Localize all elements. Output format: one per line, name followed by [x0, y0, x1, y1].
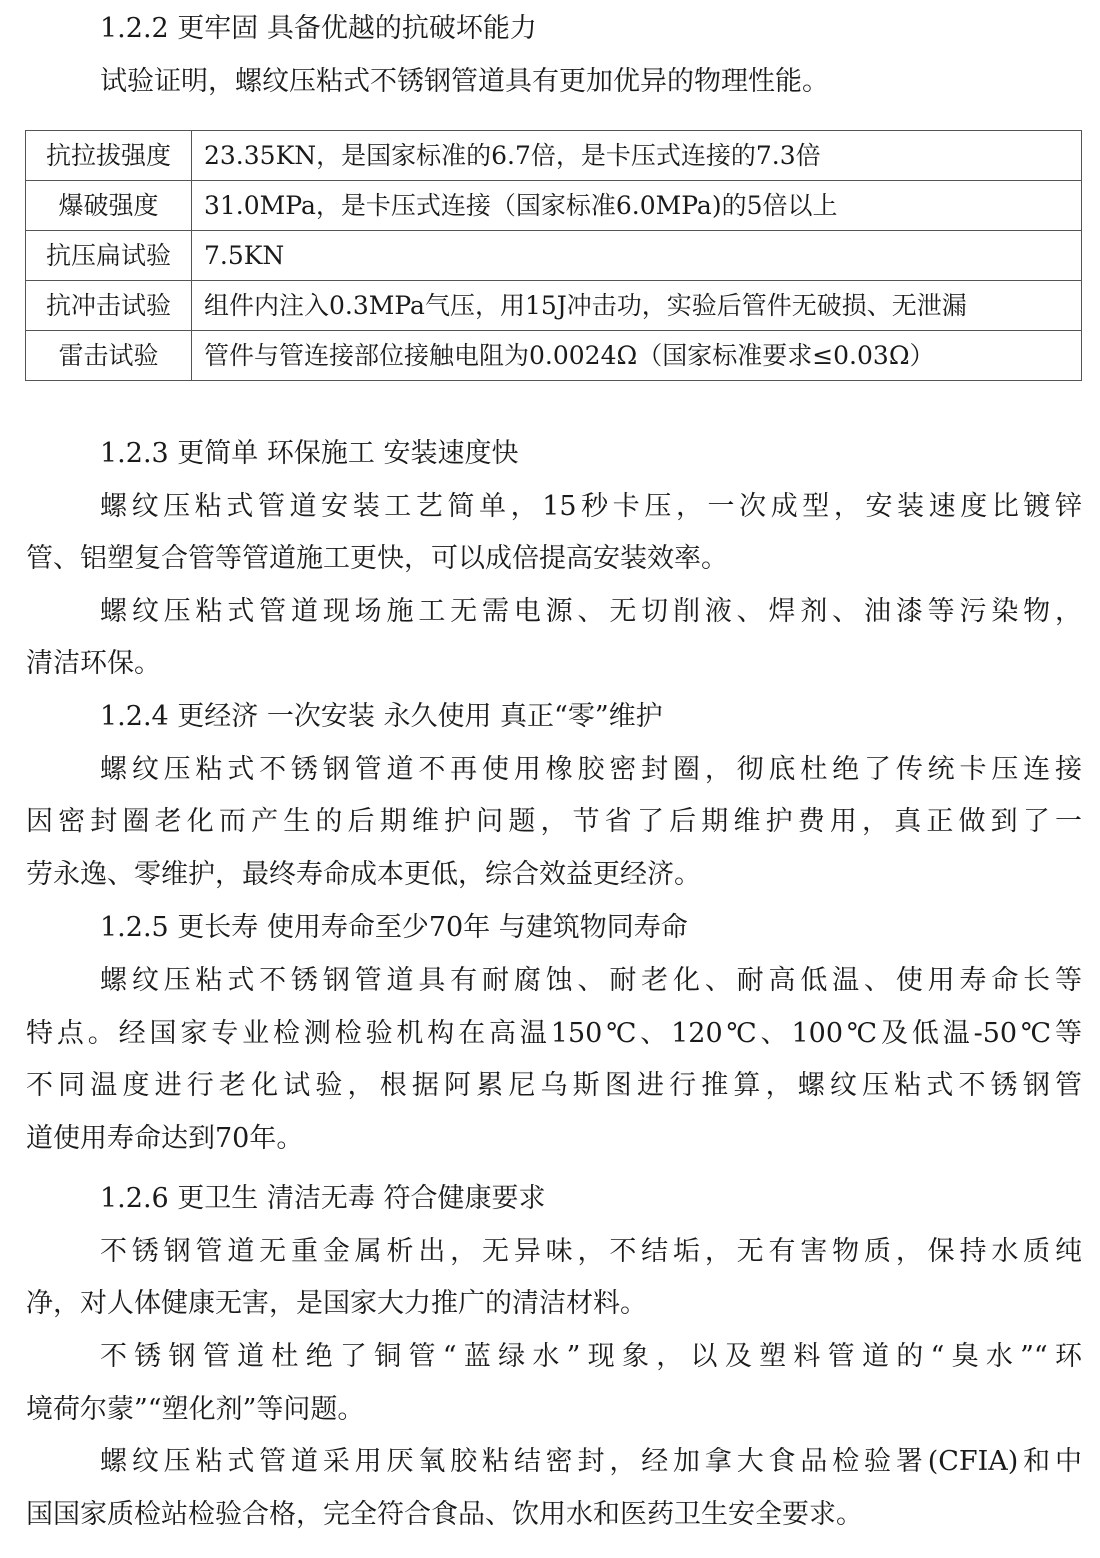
- paragraph-line: 国国家质检站检验合格，完全符合食品、饮用水和医药卫生安全要求。: [26, 1499, 863, 1530]
- table-cell-value: 31.0MPa，是卡压式连接（国家标准6.0MPa)的5倍以上: [192, 181, 1082, 231]
- paragraph-line: 螺纹压粘式不锈钢管道具有耐腐蚀、耐老化、耐高低温、使用寿命长等: [100, 965, 1082, 996]
- table-row: [26, 181, 1082, 231]
- paragraph-line: 不锈钢管道无重金属析出，无异味，不结垢，无有害物质，保持水质纯: [100, 1236, 1082, 1267]
- paragraph-line: 螺纹压粘式不锈钢管道不再使用橡胶密封圈，彻底杜绝了传统卡压连接: [100, 754, 1082, 785]
- paragraph-line: 因密封圈老化而产生的后期维护问题，节省了后期维护费用，真正做到了一: [26, 806, 1082, 837]
- paragraph-line: 螺纹压粘式管道采用厌氧胶粘结密封，经加拿大食品检验署(CFIA)和中: [100, 1446, 1082, 1477]
- table-cell-item: 抗冲击试验: [26, 281, 192, 331]
- paragraph-line: 道使用寿命达到70年。: [26, 1123, 304, 1154]
- table-row: [26, 331, 1082, 381]
- paragraph-line: 劳永逸、零维护，最终寿命成本更低，综合效益更经济。: [26, 859, 701, 890]
- paragraph-line: 境荷尔蒙”“塑化剂”等问题。: [26, 1394, 365, 1425]
- table-cell-value: 7.5KN: [192, 231, 1082, 281]
- table-cell-item: 抗压扁试验: [26, 231, 192, 281]
- table-cell-item: 爆破强度: [26, 181, 192, 231]
- paragraph-line: 净，对人体健康无害，是国家大力推广的清洁材料。: [26, 1288, 647, 1319]
- performance-spec-table: [25, 130, 1082, 381]
- section-heading-1-2-3: 1.2.3 更简单 环保施工 安装速度快: [100, 438, 519, 469]
- paragraph-line: 螺纹压粘式管道现场施工无需电源、无切削液、焊剂、油漆等污染物，: [100, 596, 1082, 627]
- section-intro-1-2-2: 试验证明，螺纹压粘式不锈钢管道具有更加优异的物理性能。: [100, 66, 829, 97]
- table-cell-item: 雷击试验: [26, 331, 192, 381]
- table-cell-value: 23.35KN，是国家标准的6.7倍，是卡压式连接的7.3倍: [192, 131, 1082, 181]
- table-row: [26, 281, 1082, 331]
- paragraph-line: 清洁环保。: [26, 648, 161, 679]
- section-heading-1-2-5: 1.2.5 更长寿 使用寿命至少70年 与建筑物同寿命: [100, 912, 688, 943]
- table-cell-item: 抗拉拔强度: [26, 131, 192, 181]
- paragraph-line: 特点。经国家专业检测检验机构在高温150℃、120℃、100℃及低温-50℃等: [26, 1018, 1082, 1049]
- section-heading-1-2-6: 1.2.6 更卫生 清洁无毒 符合健康要求: [100, 1183, 546, 1214]
- table-row: [26, 231, 1082, 281]
- table-cell-value: 管件与管连接部位接触电阻为0.0024Ω（国家标准要求≤0.03Ω）: [192, 331, 1082, 381]
- paragraph-line: 不同温度进行老化试验，根据阿累尼乌斯图进行推算，螺纹压粘式不锈钢管: [26, 1070, 1082, 1101]
- table-cell-value: 组件内注入0.3MPa气压，用15J冲击功，实验后管件无破损、无泄漏: [192, 281, 1082, 331]
- paragraph-line: 管、铝塑复合管等管道施工更快，可以成倍提高安装效率。: [26, 543, 728, 574]
- section-heading-1-2-4: 1.2.4 更经济 一次安装 永久使用 真正“零”维护: [100, 701, 663, 732]
- table-row: [26, 131, 1082, 181]
- paragraph-line: 螺纹压粘式管道安装工艺简单，15秒卡压，一次成型，安装速度比镀锌: [100, 491, 1082, 522]
- paragraph-line: 不锈钢管道杜绝了铜管“蓝绿水”现象，以及塑料管道的“臭水”“环: [100, 1341, 1082, 1372]
- section-heading-1-2-2: 1.2.2 更牢固 具备优越的抗破坏能力: [100, 13, 537, 44]
